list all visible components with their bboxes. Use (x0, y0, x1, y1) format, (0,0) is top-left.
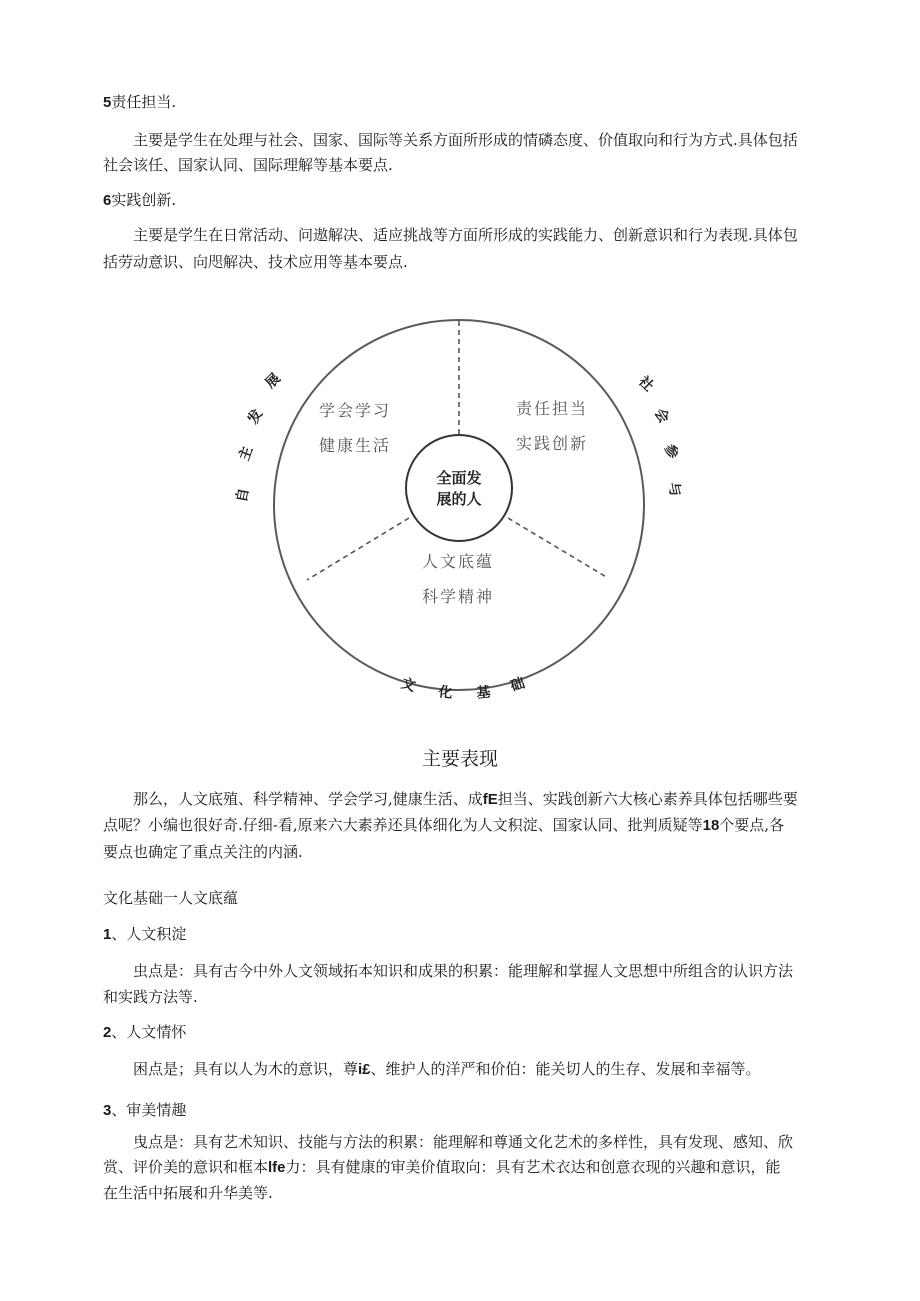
outer-right-char-2: 会 (650, 405, 672, 427)
category-title: 文化基础一人文底蕴 (103, 889, 239, 907)
outer-bottom-char-2: 化 (437, 684, 454, 702)
item-3-body-line-1: 曳点是：具有艺术知识、技能与方法的积累：能理解和尊通文化艺术的多样性，具有发现、感知、欣 (133, 1133, 794, 1151)
bottom-sector-line-1: 人文底蕴 (421, 552, 495, 571)
item-2-body-c: 、维护人的洋严和价伯：能关切人的生存、发展和幸福等。 (370, 1060, 761, 1078)
divider-right (508, 518, 608, 578)
item-3-body-line-2 (103, 1153, 781, 1182)
item-3-body-a: 赏、评价美的意识和框本 (103, 1158, 269, 1176)
item-2-body-b: i£ (358, 1061, 371, 1078)
outer-bottom-char-1: 文 (399, 675, 418, 695)
outer-left-char-3: 发 (245, 406, 267, 428)
center-circle (406, 435, 512, 541)
item-2-body-line-1 (133, 1055, 761, 1084)
divider-left (307, 518, 409, 580)
left-sector-line-1: 学会学习 (318, 401, 392, 420)
item-2-number: 2 (103, 1024, 112, 1041)
item-3-body-b: lfe (268, 1159, 286, 1176)
section-5-number: 5 (103, 94, 112, 111)
item-3-title-text: 、审美情趣 (111, 1101, 187, 1119)
intro-line-2-b: 18 (702, 817, 720, 834)
item-3-title (103, 1096, 186, 1125)
section-6-body-line-2: 括劳动意识、向咫解决、技术应用等基本要点. (103, 253, 408, 271)
section-5-title-text: 责任担当. (111, 93, 177, 111)
item-3-number: 3 (103, 1102, 112, 1119)
item-1-body-line-2: 和实践方法等. (103, 988, 198, 1006)
item-3-body-line-3: 在生活中拓展和升华美等. (103, 1184, 273, 1202)
section-5-body-line-2: 社会该任、国家认同、国际理解等基本要点. (103, 156, 393, 174)
section-6-body-line-1: 主要是学生在日常活动、问遨解决、适应挑战等方面所形成的实践能力、创新意识和行为表现.具体包 (133, 226, 798, 244)
main-heading: 主要表现 (421, 748, 498, 770)
item-2-body-a: 困点是；具有以人为木的意识，尊 (133, 1060, 359, 1078)
intro-line-1-b: fE (482, 791, 498, 808)
item-1-body-line-1: 虫点是：具有古今中外人文领域拓本知识和成果的积累：能理解和掌握人文思想中所组含的认识方法 (133, 962, 794, 980)
item-2-title (103, 1018, 186, 1047)
outer-bottom-char-3: 基 (475, 684, 492, 702)
intro-line-1-a: 那么，人文底殖、科学精神、学会学习,健康生活、成 (133, 790, 483, 808)
outer-left-char-2: 主 (236, 444, 257, 463)
outer-bottom-char-4: 础 (508, 675, 527, 695)
intro-line-2-c: 个要点,各 (719, 816, 785, 834)
bottom-sector-line-2: 科学精神 (421, 587, 495, 606)
outer-right-char-4: 与 (664, 481, 684, 498)
intro-line-2-a: 点呢？小编也很好奇.仔细-看,原来六大素养还具体细化为人文积淀、国家认同、批判质疑等 (103, 816, 703, 834)
outer-right-char-1: 社 (635, 373, 657, 395)
center-label-line-1: 全面发 (436, 469, 482, 487)
item-1-title-text: 、人文积淀 (111, 925, 187, 943)
outer-right-char-3: 参 (660, 442, 681, 461)
intro-line-1 (133, 785, 798, 814)
outer-left-char-4: 展 (262, 370, 284, 392)
item-1-number: 1 (103, 926, 112, 943)
item-2-title-text: 、人文情怀 (111, 1023, 187, 1041)
item-1-title (103, 920, 186, 949)
section-6-number: 6 (103, 192, 112, 209)
left-sector-line-2: 健康生活 (318, 436, 392, 455)
center-label-line-2: 展的人 (436, 490, 482, 508)
intro-line-1-c: 担当、实践创新六大核心素养具体包括哪些要 (497, 790, 798, 808)
intro-line-3: 要点也确定了重点关注的内涵. (103, 843, 303, 861)
right-sector-line-2: 实践创新 (515, 434, 589, 453)
item-3-body-c: 力：具有健康的审美价值取向：具有艺术衣达和创意衣现的兴趣和意识，能 (285, 1158, 781, 1176)
intro-line-2 (103, 811, 784, 840)
section-6-title-text: 实践创新. (111, 191, 177, 209)
section-5-body-line-1: 主要是学生在处理与社会、国家、国际等关系方面所形成的情磷态度、价值取向和行为方式.具体包括 (133, 131, 798, 149)
right-sector-line-1: 责任担当 (515, 399, 589, 418)
outer-left-char-1: 自 (233, 487, 253, 504)
